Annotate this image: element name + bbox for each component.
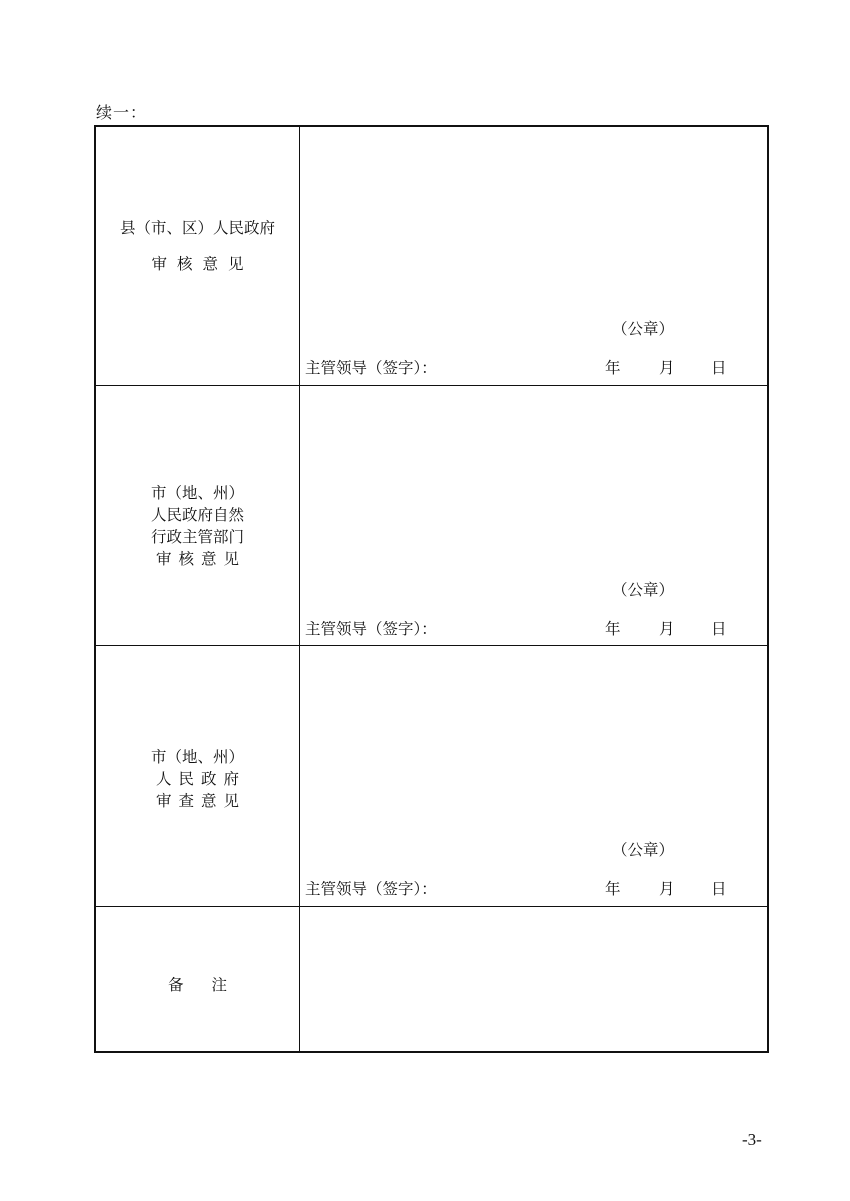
city-department-label-line-4: 审核意见 xyxy=(155,549,246,568)
city-government-label-line-3: 审查意见 xyxy=(155,792,246,810)
date-fields xyxy=(605,356,727,378)
city-government-label-line-2: 人民政府 xyxy=(155,770,246,788)
date-fields xyxy=(605,877,727,899)
continuation-label: 续一： xyxy=(96,103,148,122)
leader-signature-label: 主管领导（签字）： xyxy=(305,880,437,898)
county-review-title: 县（市、区）人民政府 xyxy=(119,219,275,237)
city-department-review-row xyxy=(96,385,767,645)
remarks-label: 备注 xyxy=(167,976,255,994)
city-department-label-line-1: 市（地、州） xyxy=(150,483,244,502)
date-year-label: 年 xyxy=(605,359,621,377)
city-government-opinion-field[interactable] xyxy=(300,646,767,906)
remarks-field[interactable] xyxy=(300,907,767,1053)
date-year-label: 年 xyxy=(605,880,621,898)
city-department-label-line-2: 人民政府自然 xyxy=(150,505,244,524)
city-government-review-row xyxy=(96,645,767,906)
leader-signature-label: 主管领导（签字）： xyxy=(305,620,437,638)
date-month-label: 月 xyxy=(659,359,675,377)
city-government-review-label-cell xyxy=(96,646,300,906)
county-review-subtitle: 审核意见 xyxy=(151,255,254,273)
city-government-label-line-1: 市（地、州） xyxy=(150,748,244,766)
date-month-label: 月 xyxy=(659,880,675,898)
county-review-label-cell xyxy=(96,127,300,385)
page-number: -3- xyxy=(742,1130,762,1149)
date-month-label: 月 xyxy=(659,620,675,638)
date-fields xyxy=(605,617,727,639)
city-department-review-label-cell xyxy=(96,386,300,645)
date-year-label: 年 xyxy=(605,620,621,638)
city-department-label-line-3: 行政主管部门 xyxy=(150,527,244,546)
remarks-row xyxy=(96,906,767,1053)
leader-signature-label: 主管领导（签字）： xyxy=(305,359,437,377)
date-day-label: 日 xyxy=(711,359,727,377)
date-day-label: 日 xyxy=(711,880,727,898)
city-department-opinion-field[interactable] xyxy=(300,386,767,645)
official-seal-label: （公章） xyxy=(612,841,675,859)
remarks-label-cell xyxy=(96,907,300,1053)
date-day-label: 日 xyxy=(711,620,727,638)
county-review-opinion-field[interactable] xyxy=(300,127,767,385)
official-seal-label: （公章） xyxy=(612,320,675,338)
county-review-row xyxy=(96,127,767,385)
approval-form-table xyxy=(94,125,769,1053)
official-seal-label: （公章） xyxy=(612,581,675,599)
